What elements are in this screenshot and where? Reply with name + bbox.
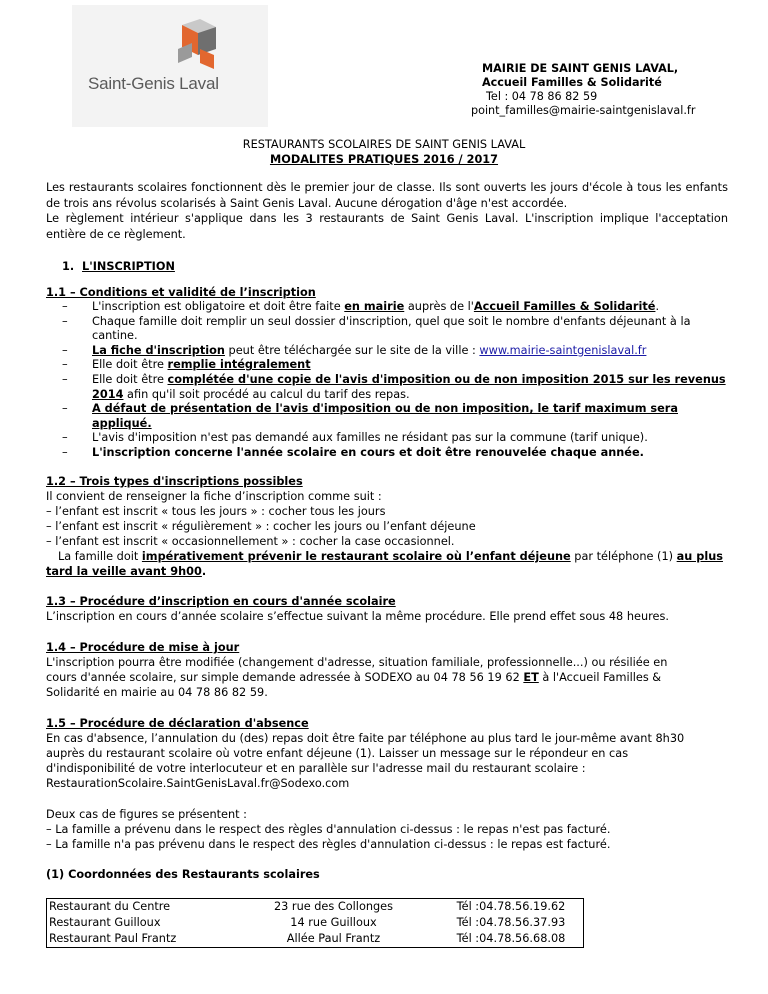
list-item: – Elle doit être remplie intégralement	[62, 358, 311, 372]
restaurants-table	[46, 898, 584, 948]
s15-email: RestaurationScolaire.SaintGenisLaval.fr@Sodexo.com	[46, 777, 350, 790]
restaurant-phone: Tél :04.78.56.19.62	[439, 899, 584, 916]
list-item: – L'inscription est obligatoire et doit être faite en mairie auprès de l'Accueil Familles & Solidarité.	[62, 300, 660, 313]
address-block	[471, 62, 696, 118]
restaurant-name: Restaurant du Centre	[47, 899, 229, 916]
list-item: – L'inscription concerne l'année scolaire en cours et doit être renouvelée chaque année.	[62, 445, 644, 459]
intro-paragraph-1: Les restaurants scolaires fonctionnent dès le premier jour de classe. Ils sont ouverts les jours d'école à tous les enfants de trois ans révolus scolarisés à Saint Genis Laval. Aucune dérogation d'âge n'est accordée.	[46, 181, 728, 210]
s14-line-2: cours d'année scolaire, sur simple demande adressée à SODEXO au 04 78 56 19 62 ET à l'Accueil Familles &	[46, 671, 662, 684]
s15-title: 1.5 – Procédure de déclaration d'absence	[46, 717, 309, 730]
list-item: – L'avis d'imposition n'est pas demandé aux familles ne résidant pas sur la commune (tarif unique).	[62, 431, 648, 445]
case-2: – La famille n'a pas prévenu dans le respect des règles d'annulation ci-dessus : le repas est facturé.	[46, 838, 611, 851]
city-logo	[72, 5, 268, 127]
table-row	[47, 899, 584, 916]
address-email: point_familles@mairie-saintgenislaval.fr	[471, 104, 696, 117]
s12-line-3: – l’enfant est inscrit « régulièrement » : cocher les jours ou l’enfant déjeune	[46, 520, 476, 533]
s15-line-2: auprès du restaurant scolaire où votre enfant déjeune (1). Laisser un message sur le répondeur en cas	[46, 747, 629, 760]
section-1-heading	[62, 259, 175, 274]
list-item: – A défaut de présentation de l'avis d'imposition ou de non imposition, le tarif maximum sera appliqué.	[62, 402, 678, 430]
document-title: RESTAURANTS SCOLAIRES DE SAINT GENIS LAVAL	[242, 138, 526, 151]
list-item: – La fiche d'inscription peut être téléchargée sur le site de la ville : www.mairie-saintgenislaval.fr	[62, 343, 647, 357]
case-1: – La famille a prévenu dans le respect des règles d'annulation ci-dessus : le repas n'est pas facturé.	[46, 823, 611, 836]
table-row	[47, 931, 584, 948]
s14-line-3: Solidarité en mairie au 04 78 86 82 59.	[46, 686, 268, 699]
s15-line-1: En cas d'absence, l’annulation du (des) repas doit être faite par téléphone au plus tard le jour-même avant 8h30	[46, 732, 685, 745]
s12-line-2: – l’enfant est inscrit « tous les jours » : cocher tous les jours	[46, 505, 386, 518]
cases-intro: Deux cas de figures se présentent :	[46, 808, 247, 821]
s12-line-6: tard la veille avant 9h00.	[46, 565, 207, 578]
s14-line-1: L'inscription pourra être modifiée (changement d'adresse, situation familiale, professionnelle...) ou résiliée en	[46, 656, 668, 669]
restaurant-phone: Tél :04.78.56.37.93	[439, 915, 584, 931]
address-phone: Tel : 04 78 86 82 59	[486, 90, 598, 103]
section-1-number: 1.	[62, 260, 75, 273]
list-item: – Elle doit être complétée d'une copie de l'avis d'imposition ou de non imposition 2015 sur les revenus 2014 afin qu'il soit procédé au calcul du tarif des repas.	[62, 372, 726, 401]
s11-title: 1.1 – Conditions et validité de l’inscription	[46, 286, 316, 299]
section-1-title: L'INSCRIPTION	[82, 260, 175, 273]
s12-line-5: La famille doit impérativement prévenir le restaurant scolaire où l’enfant déjeune par téléphone (1) au plus	[58, 550, 723, 563]
list-item: – Chaque famille doit remplir un seul dossier d'inscription, quel que soit le nombre d'enfants déjeunant à la cantine.	[62, 314, 691, 343]
restaurant-address: 14 rue Guilloux	[290, 916, 377, 929]
restaurant-address: 23 rue des Collonges	[240, 899, 427, 916]
document-subtitle: MODALITES PRATIQUES 2016 / 2017	[269, 153, 499, 166]
restaurant-name: Restaurant Guilloux	[47, 915, 229, 931]
restaurant-name: Restaurant Paul Frantz	[47, 931, 229, 948]
s12-line-1: Il convient de renseigner la fiche d’inscription comme suit :	[46, 490, 382, 503]
restaurant-phone: Tél :04.78.56.68.08	[439, 931, 584, 948]
table-row	[47, 915, 584, 931]
s11-list	[46, 300, 728, 461]
s12-line-4: – l’enfant est inscrit « occasionnellement » : cocher la case occasionnel.	[46, 535, 455, 548]
s13-title: 1.3 – Procédure d’inscription en cours d'année scolaire	[46, 595, 396, 608]
logo-cubes-icon	[168, 19, 220, 71]
website-link[interactable]: www.mairie-saintgenislaval.fr	[479, 343, 647, 357]
address-line-1: MAIRIE DE SAINT GENIS LAVAL,	[482, 62, 679, 75]
s12-title: 1.2 – Trois types d'inscriptions possibles	[46, 475, 303, 488]
intro-paragraph-2: Le règlement intérieur s'applique dans les 3 restaurants de Saint Genis Laval. L'inscription implique l'acceptation entière de ce règlement.	[46, 212, 728, 241]
coords-title: (1) Coordonnées des Restaurants scolaires	[46, 868, 320, 881]
address-line-2: Accueil Familles & Solidarité	[482, 76, 662, 89]
s15-line-3: d'indisponibilité de votre interlocuteur et en parallèle sur l'adresse mail du restaurant scolaire :	[46, 762, 586, 775]
restaurant-address: Allée Paul Frantz	[240, 931, 427, 948]
logo-text: Saint-Genis Laval	[88, 74, 219, 93]
s14-title: 1.4 – Procédure de mise à jour	[46, 641, 240, 654]
s13-line-1: L’inscription en cours d’année scolaire s’effectue suivant la même procédure. Elle prend effet sous 48 heures.	[46, 610, 669, 623]
